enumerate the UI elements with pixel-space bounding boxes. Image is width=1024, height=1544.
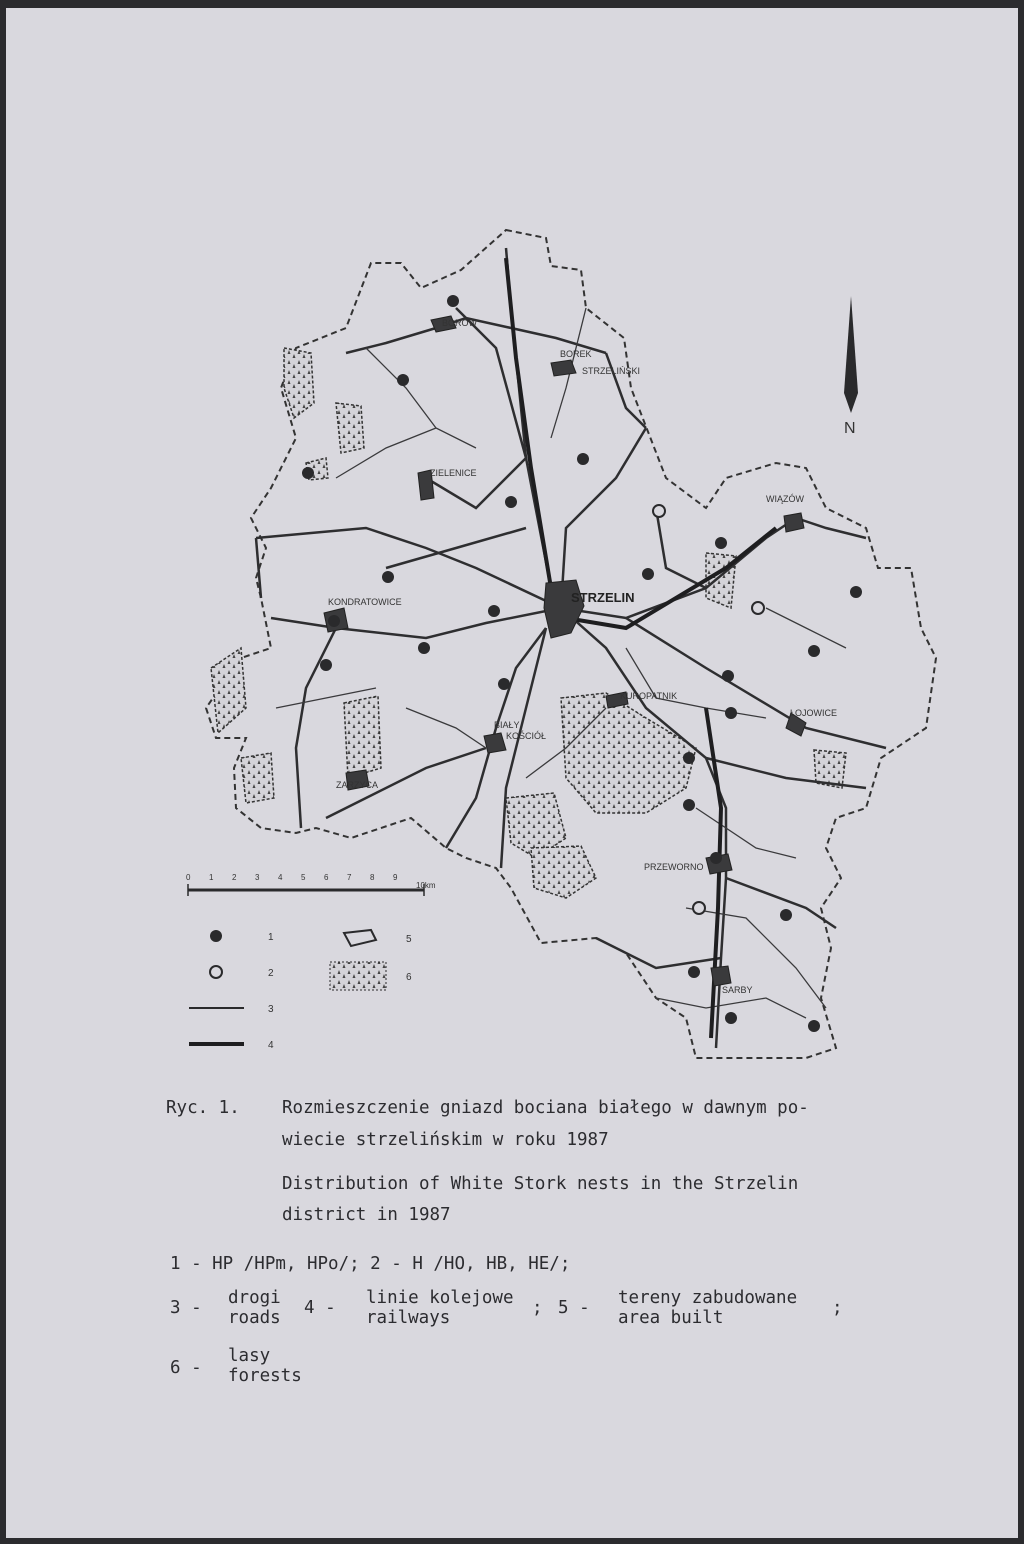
figure-label: Ryc. 1. <box>166 1098 240 1118</box>
legend-num-3: 3 <box>268 1004 274 1015</box>
scale-tick: 4 <box>278 873 283 882</box>
label-przeworno: PRZEWORNO <box>644 862 704 872</box>
label-borow: BORÓW <box>442 318 477 328</box>
railways <box>506 258 776 1038</box>
caption-english-line2: district in 1987 <box>282 1205 451 1225</box>
scale-tick: 2 <box>232 873 237 882</box>
label-zielenice: ZIELENICE <box>430 468 477 478</box>
label-lojowice: ŁOJOWICE <box>790 708 838 718</box>
legend-item5-en: area built <box>618 1308 724 1328</box>
label-kondratowice: KONDRATOWICE <box>328 597 402 607</box>
legend-item5-num: 5 - <box>558 1298 590 1318</box>
map-legend <box>189 930 412 1051</box>
legend-item4-pl: linie kolejowe <box>366 1288 514 1308</box>
legend-item3-en: roads <box>228 1308 281 1328</box>
legend-item6-text <box>228 1346 302 1386</box>
caption-polish-line2: wiecie strzelińskim w roku 1987 <box>282 1130 609 1150</box>
legend-item4-num: 4 - <box>304 1298 336 1318</box>
scale-bar <box>186 873 436 896</box>
scale-tick: 6 <box>324 873 329 882</box>
scale-tick: 1 <box>209 873 214 882</box>
scale-tick: 7 <box>347 873 352 882</box>
legend-item3-num: 3 - <box>170 1298 202 1318</box>
label-strzelin: STRZELIN <box>571 590 635 605</box>
district-map <box>6 8 1018 1108</box>
legend-num-1: 1 <box>268 932 274 943</box>
legend-num-6: 6 <box>406 972 412 983</box>
north-arrow <box>844 296 858 437</box>
label-borek: BOREK <box>560 349 592 359</box>
legend-item4-text <box>366 1288 514 1328</box>
scale-tick: 8 <box>370 873 375 882</box>
legend-item5-text <box>618 1288 797 1328</box>
legend-num-5: 5 <box>406 934 412 945</box>
scale-tick: 10km <box>416 881 436 890</box>
label-bialy: BIAŁY <box>494 720 520 730</box>
legend-sep-a: ; <box>532 1298 543 1318</box>
caption-polish-line1: Rozmieszczenie gniazd bociana białego w dawnym po- <box>282 1098 809 1118</box>
legend-num-2: 2 <box>268 968 274 979</box>
label-kosciol: KOŚCIÓŁ <box>506 731 547 741</box>
legend-item6-en: forests <box>228 1366 302 1386</box>
label-strzelinski: STRZELIŃSKI <box>582 366 641 376</box>
scale-tick: 3 <box>255 873 260 882</box>
legend-item4-en: railways <box>366 1308 451 1328</box>
legend-sep-b: ; <box>832 1298 843 1318</box>
label-kuropatnik: KUROPATNIK <box>620 691 678 701</box>
legend-item3-pl: drogi <box>228 1288 281 1308</box>
scale-tick: 5 <box>301 873 306 882</box>
legend-item6-pl: lasy <box>228 1346 271 1366</box>
legend-num-4: 4 <box>268 1040 274 1051</box>
legend-item3-text <box>228 1288 281 1328</box>
label-wiazow: WIĄZÓW <box>766 494 804 504</box>
caption-english-line1: Distribution of White Stork nests in the Strzelin <box>282 1174 799 1194</box>
legend-item6-num: 6 - <box>170 1358 202 1378</box>
north-label: N <box>844 420 856 437</box>
label-sarby: SARBY <box>722 985 753 995</box>
nests-hp <box>302 295 862 1032</box>
scale-tick: 0 <box>186 873 191 882</box>
label-zarzyca: ZARZYCA <box>336 780 379 790</box>
legend-line1: 1 - HP /HPm, HPo/; 2 - H /HO, HB, HE/; <box>170 1254 571 1274</box>
legend-item5-pl: tereny zabudowane <box>618 1288 798 1308</box>
document-page <box>6 8 1018 1538</box>
scale-tick: 9 <box>393 873 398 882</box>
